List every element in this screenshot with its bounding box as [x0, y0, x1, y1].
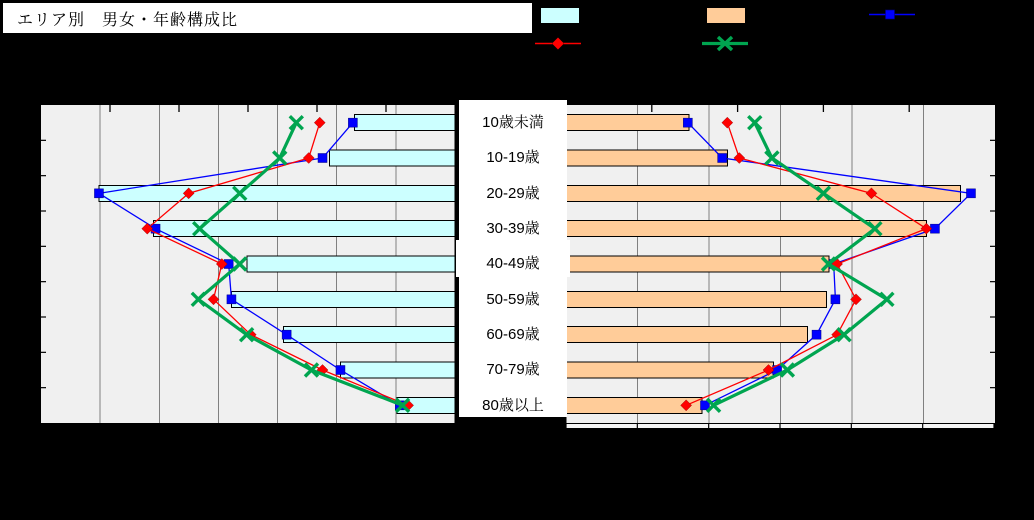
category-label: 30-39歳 — [486, 220, 540, 237]
female-bar — [566, 291, 826, 307]
category-label: 40-49歳 — [486, 255, 540, 273]
male-bar — [247, 256, 455, 272]
male-square-marker — [318, 154, 327, 163]
category-label: 60-69歳 — [486, 326, 540, 343]
male-square-marker — [336, 366, 345, 375]
female-square-marker — [966, 189, 975, 198]
female-square-marker — [718, 154, 727, 163]
category-label: 10歳未満 — [482, 114, 544, 131]
female-square-marker — [683, 118, 692, 127]
female-bar — [566, 327, 808, 343]
female-bar — [566, 256, 829, 272]
category-label: 50-59歳 — [486, 290, 540, 308]
male-bar — [99, 185, 455, 201]
male-square-marker — [227, 295, 236, 304]
female-bar — [566, 185, 961, 201]
male-bar — [354, 115, 455, 131]
male-bar — [283, 327, 455, 343]
male-bar — [231, 291, 455, 307]
category-label: 70-79歳 — [486, 361, 540, 379]
female-bar — [566, 150, 728, 166]
female-bar — [566, 115, 689, 131]
category-label: 10-19歳 — [486, 149, 540, 167]
female-bar — [566, 362, 773, 378]
male-bar — [340, 362, 455, 378]
category-label: 80歳以上 — [482, 396, 544, 414]
female-square-marker — [831, 295, 840, 304]
female-square-marker — [812, 330, 821, 339]
category-label: 20-29歳 — [486, 184, 540, 202]
male-square-marker — [282, 330, 291, 339]
chart-title: エリア別 男女・年齢構成比 — [17, 11, 239, 29]
male-square-marker — [348, 118, 357, 127]
male-bar — [330, 150, 455, 166]
male-square-marker — [94, 189, 103, 198]
